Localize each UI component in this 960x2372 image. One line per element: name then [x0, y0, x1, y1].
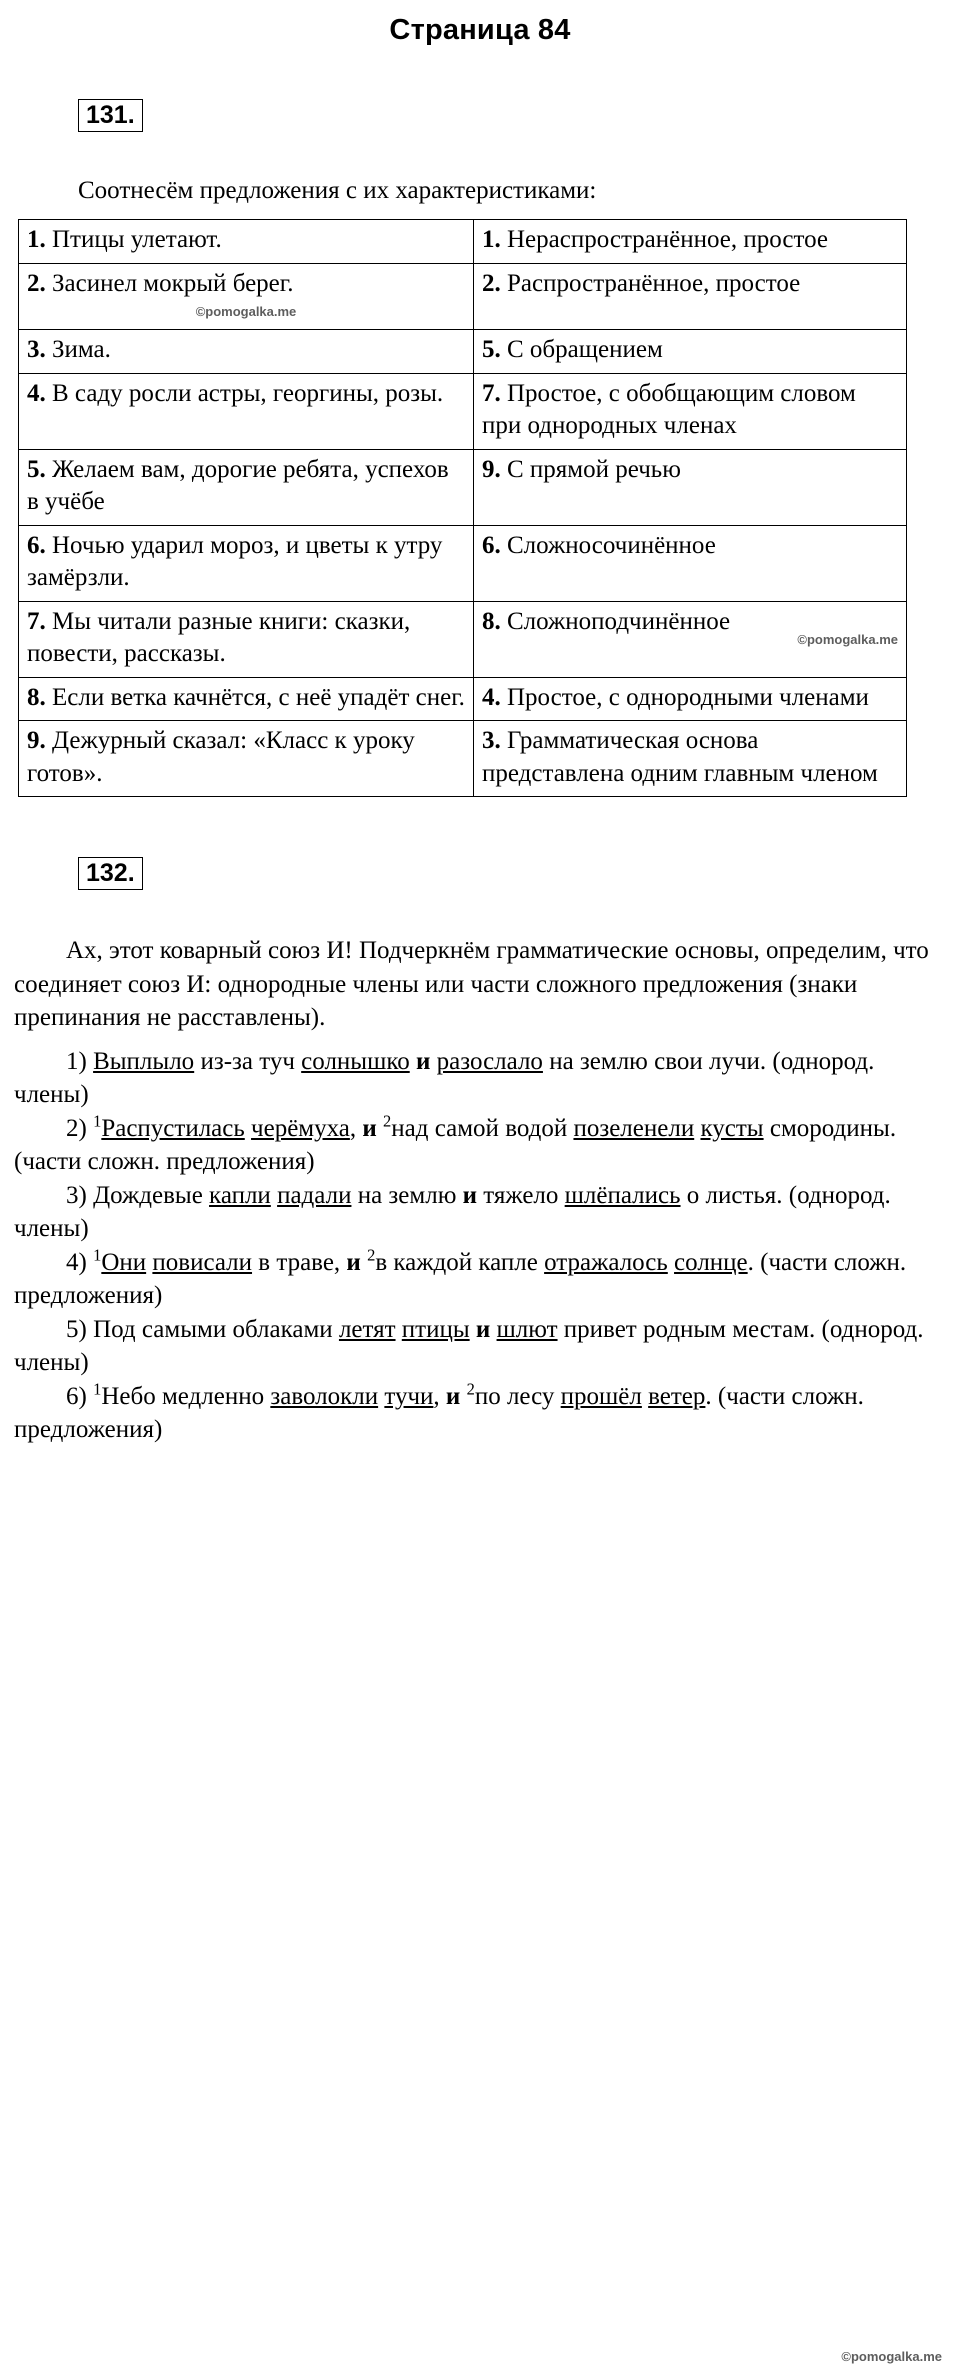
table-cell-characteristic: [474, 677, 907, 721]
table-row: [19, 525, 907, 601]
list-item: [14, 1179, 946, 1246]
row-number: 4.: [482, 683, 501, 711]
row-text: Простое, с однородными членами: [500, 683, 869, 711]
row-text: Желаем вам, дорогие ребята, успехов в учёбе: [27, 455, 449, 516]
row-text: Зима.: [45, 336, 111, 364]
row-text: В саду росли астры, георгины, розы.: [45, 379, 444, 407]
list-item: [14, 1380, 946, 1447]
row-number: 1.: [27, 226, 46, 254]
table-row: [19, 677, 907, 721]
table-cell-sentence: [19, 721, 474, 797]
list-item: [14, 1313, 946, 1380]
table-row: [19, 263, 907, 329]
row-number: 7.: [482, 379, 501, 407]
exercise-131-instruction: Соотнесём предложения с их характеристиками:: [78, 177, 597, 205]
row-number: 2.: [482, 269, 501, 297]
page-root: [0, 14, 960, 2372]
exercise-131-number: 131.: [78, 99, 143, 132]
item-text: $^1$Распустилась черёмуха, и $^2$над самой водой позеленели кусты смородины. (части сложн. предложения): [14, 1111, 897, 1176]
row-number: 9.: [482, 455, 501, 483]
row-number: 9.: [27, 727, 46, 755]
watermark: ©pomogalka.me: [797, 632, 898, 648]
exercise-132-number: 132.: [78, 857, 143, 890]
table-cell-sentence: [19, 263, 474, 329]
table-cell-sentence: [19, 449, 474, 525]
row-text: Сложноподчинённое: [500, 607, 731, 635]
row-number: 5.: [27, 455, 46, 483]
item-text: $^1$Небо медленно заволокли тучи, и $^2$по лесу прошёл ветер. (части сложн. предложения): [14, 1379, 864, 1444]
table-cell-sentence: [19, 373, 474, 449]
list-item: [14, 1045, 946, 1112]
exercise-132-intro: Ах, этот коварный союз И! Подчеркнём грамматические основы, определим, что соединяет союз И: однородные члены или части сложного предложения (знаки препинания не расставлены).: [14, 937, 929, 1032]
table-cell-sentence: [19, 525, 474, 601]
table-row: [19, 721, 907, 797]
row-number: 2.: [27, 269, 46, 297]
item-text: Дождевые капли падали на землю и тяжело шлёпались о листья. (однород. члены): [14, 1181, 891, 1243]
row-text: Дежурный сказал: «Класс к уроку готов».: [27, 727, 415, 787]
table-cell-characteristic: [474, 220, 907, 264]
watermark: ©pomogalka.me: [841, 2349, 942, 2364]
table-row: [19, 220, 907, 264]
table-cell-characteristic: [474, 525, 907, 601]
table-cell-sentence: [19, 677, 474, 721]
table-row: [19, 330, 907, 374]
watermark: ©pomogalka.me: [195, 304, 297, 320]
row-text: Если ветка качнётся, с неё упадёт снег.: [45, 683, 465, 711]
table-row: [19, 601, 907, 677]
row-text: Сложносочинённое: [500, 531, 716, 559]
row-number: 5.: [482, 336, 501, 364]
table-cell-characteristic: [474, 373, 907, 449]
row-number: 3.: [27, 336, 46, 364]
item-text: $^1$Они повисали в траве, и $^2$в каждой капле отражалось солнце. (части сложн. предложения): [14, 1245, 907, 1310]
table-cell-characteristic: [474, 449, 907, 525]
table-cell-sentence: [19, 330, 474, 374]
page-title: Страница 84: [389, 14, 571, 46]
item-marker: 2): [66, 1114, 87, 1142]
row-text: Грамматическая основа представлена одним главным членом: [482, 727, 878, 787]
table-cell-characteristic: [474, 601, 907, 677]
row-text: Нераспространённое, простое: [500, 226, 828, 254]
item-text: Под самыми облаками летят птицы и шлют привет родным местам. (однород. члены): [14, 1315, 924, 1377]
list-item: [14, 1246, 946, 1313]
item-marker: 1): [66, 1047, 87, 1075]
item-marker: 6): [66, 1382, 87, 1410]
row-number: 8.: [482, 607, 501, 635]
row-text: С прямой речью: [500, 455, 681, 483]
row-text: Засинел мокрый берег.: [45, 269, 294, 297]
item-marker: 4): [66, 1248, 87, 1276]
table-cell-characteristic: [474, 721, 907, 797]
table-row: [19, 373, 907, 449]
row-text: Мы читали разные книги: сказки, повести, рассказы.: [27, 607, 411, 668]
row-number: 4.: [27, 379, 46, 407]
row-text: Простое, с обобщающим словом при однородных членах: [482, 379, 856, 440]
exercise-131-number-wrap: [78, 99, 960, 132]
row-text: Ночью ударил мороз, и цветы к утру замёрзли.: [27, 531, 443, 592]
row-number: 3.: [482, 727, 501, 755]
item-text: Выплыло из-за туч солнышко и разослало на землю свои лучи. (однород. члены): [14, 1047, 875, 1109]
row-text: С обращением: [500, 336, 663, 364]
row-number: 7.: [27, 607, 46, 635]
row-number: 8.: [27, 683, 46, 711]
table-cell-sentence: [19, 601, 474, 677]
row-number: 6.: [482, 531, 501, 559]
row-number: 1.: [482, 226, 501, 254]
table-cell-characteristic: [474, 263, 907, 329]
table-cell-sentence: [19, 220, 474, 264]
item-marker: 3): [66, 1181, 87, 1209]
exercise-132-number-wrap: [78, 857, 960, 890]
table-row: [19, 449, 907, 525]
row-text: Птицы улетают.: [45, 226, 222, 254]
item-marker: 5): [66, 1315, 87, 1343]
table-cell-characteristic: [474, 330, 907, 374]
list-item: [14, 1112, 946, 1179]
matching-table: [18, 219, 907, 797]
row-text: Распространённое, простое: [500, 269, 801, 297]
row-number: 6.: [27, 531, 46, 559]
